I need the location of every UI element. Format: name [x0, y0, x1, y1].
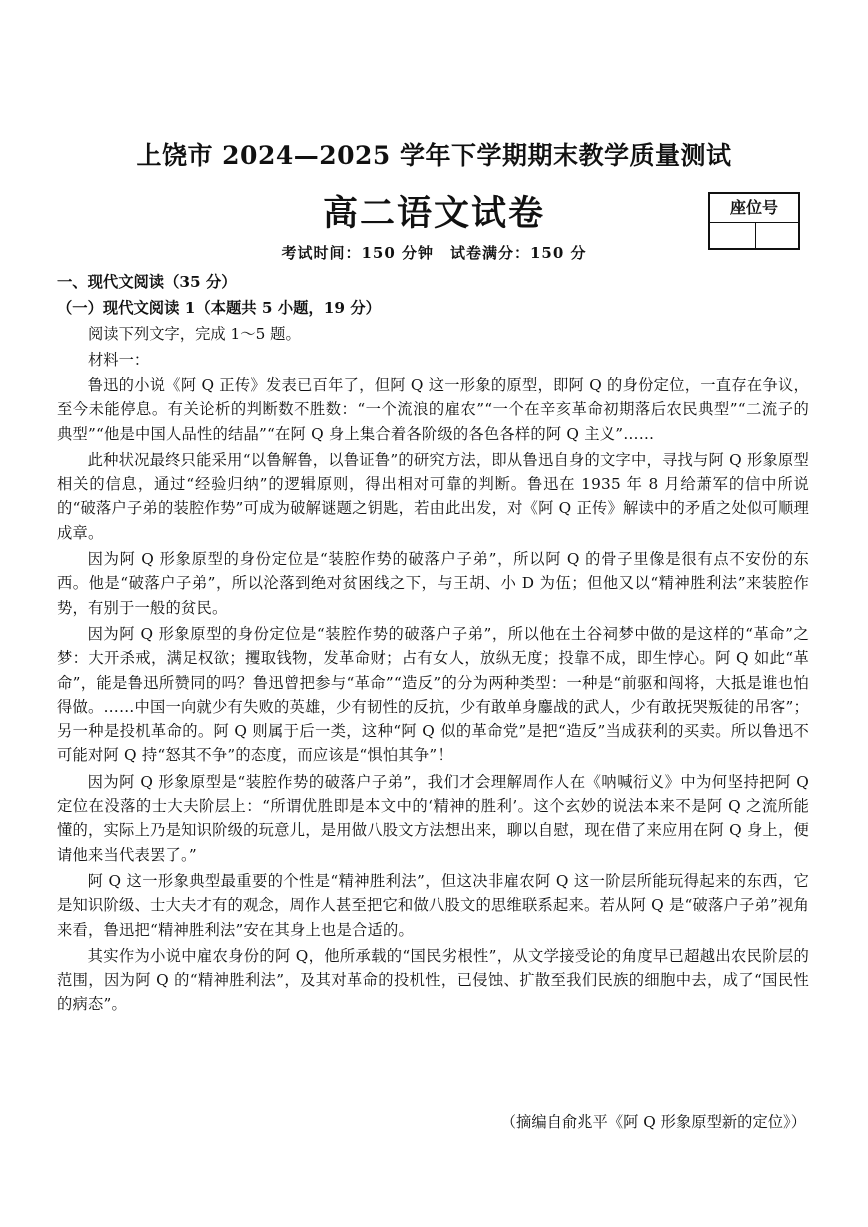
section-heading: 一、现代文阅读（35 分）: [57, 273, 237, 291]
exam-info: 考试时间：150 分钟 试卷满分：150 分: [281, 244, 587, 262]
paper-subtitle: 高二语文试卷: [322, 193, 545, 234]
seat-number-label: 座位号: [710, 194, 798, 223]
source-citation: （摘编自俞兆平《阿 Q 形象原型新的定位》）: [500, 1113, 806, 1131]
paragraph: 因为阿 Q 形象原型是“装腔作势的破落户子弟”，我们才会理解周作人在《呐喊衍义》中为何坚持把阿 Q 定位在没落的士大夫阶层上：“所谓优胜即是本文中的‘精神的胜利’。这个玄妙的说法本来不是阿 Q 之流所能懂的，实际上乃是知识阶级的玩意儿，是用做八股文方法想出来，聊以自慰，现在借了来应用在阿 Q 身上，便请他来当代表罢了。”: [57, 772, 809, 864]
paragraph: 其实作为小说中雇农身份的阿 Q，他所承载的“国民劣根性”，从文学接受论的角度早已超越出农民阶层的范围，因为阿 Q 的“精神胜利法”，及其对革命的投机性，已侵蚀、扩散至我们民族的细胞中去，成了“国民性的病态”。: [57, 946, 809, 1014]
reading-instruction: 阅读下列文字，完成 1～5 题。: [88, 325, 301, 343]
subsection-heading: （一）现代文阅读 1（本题共 5 小题，19 分）: [57, 299, 381, 317]
paragraph: 阿 Q 这一形象典型最重要的个性是“精神胜利法”，但这决非雇农阿 Q 这一阶层所能玩得起来的东西，它是知识阶级、士大夫才有的观念，周作人甚至把它和做八股文的思维联系起来。若从阿 Q 是“破落户子弟”视角来看，鲁迅把“精神胜利法”安在其身上也是合适的。: [57, 871, 809, 939]
material-text: [57, 373, 809, 1019]
material-label: 材料一：: [88, 351, 150, 369]
exam-title: 上饶市 2024—2025 学年下学期期末教学质量测试: [136, 141, 732, 170]
paragraph: 因为阿 Q 形象原型的身份定位是“装腔作势的破落户子弟”，所以阿 Q 的骨子里像是很有点不安份的东西。他是“破落户子弟”，所以沦落到绝对贫困线之下，与王胡、小 D 为伍；但他又以“精神胜利法”来装腔作势，有别于一般的贫民。: [57, 550, 809, 617]
paragraph: 此种状况最终只能采用“以鲁解鲁，以鲁证鲁”的研究方法，即从鲁迅自身的文字中，寻找与阿 Q 形象原型相关的信息，通过“经验归纳”的逻辑原则，得出相对可靠的判断。鲁迅在 1935 年 8 月给萧军的信中所说的“破落户子弟的装腔作势”可成为破解谜题之钥匙，若由此出发，对《阿 Q 正传》解读中的矛盾之处似可顺理成章。: [57, 450, 809, 542]
paragraph: 鲁迅的小说《阿 Q 正传》发表已百年了，但阿 Q 这一形象的原型，即阿 Q 的身份定位，一直存在争议，至今未能停息。有关论析的判断数不胜数：“一个流浪的雇农”“一个在辛亥革命初期落后农民典型”“二流子的典型”“他是中国人品性的结晶”“在阿 Q 身上集合着各阶级的各色各样的阿 Q 主义”……: [57, 376, 809, 443]
paragraph: 因为阿 Q 形象原型的身份定位是“装腔作势的破落户子弟”，所以他在土谷祠梦中做的是这样的“革命”之梦：大开杀戒，满足权欲；攫取钱物，发革命财；占有女人，放纵无度；投靠不成，即生悖心。阿 Q 如此“革命”，能是鲁迅所赞同的吗？鲁迅曾把参与“革命”“造反”的分为两种类型：一种是“前驱和闯将，大抵是谁也怕得做。……中国一向就少有失败的英雄，少有韧性的反抗，少有敢单身鏖战的武人，少有敢抚哭叛徒的吊客”；另一种是投机革命的。阿 Q 则属于后一类，这种“阿 Q 似的革命党”是把“造反”当成获利的买卖。所以鲁迅不可能对阿 Q 持“怒其不争”的态度，而应该是“惧怕其争”！: [57, 624, 809, 765]
